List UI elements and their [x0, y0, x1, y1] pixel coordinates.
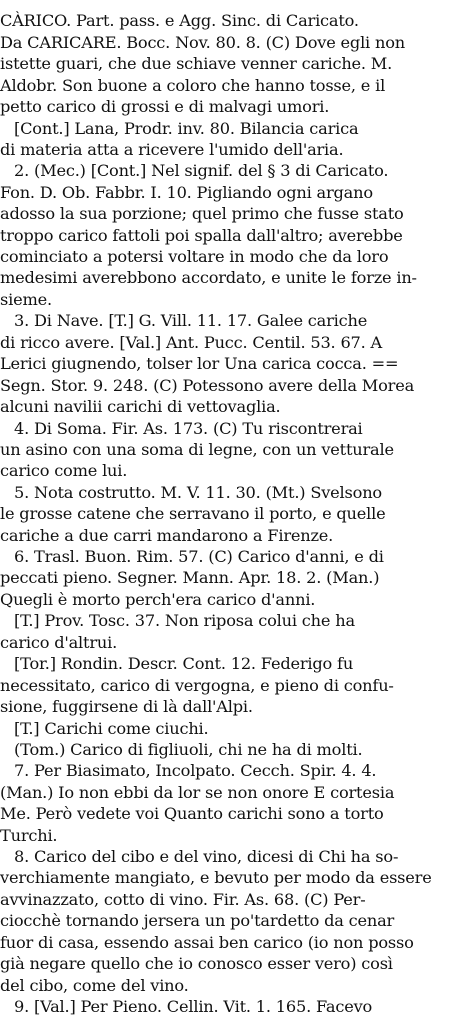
- entry-line: 7. Per Biasimato, Incolpato. Cecch. Spir. 4. 4.: [14, 761, 377, 780]
- entry-line: Da CARICARE. Bocc. Nov. 80. 8. (C) Dove egli non: [0, 33, 405, 52]
- entry-line: petto carico di grossi e di malvagi umori.: [0, 97, 330, 116]
- entry-line: ciocchè tornando jersera un po'tardetto da cenar: [0, 911, 395, 930]
- entry-line: 5. Nota costrutto. M. V. 11. 30. (Mt.) Svelsono: [14, 483, 382, 502]
- entry-line: le grosse catene che serravano il porto, e quelle: [0, 504, 386, 523]
- entry-line: troppo carico fattoli poi spalla dall'altro; averebbe: [0, 226, 403, 245]
- entry-line: Fon. D. Ob. Fabbr. I. 10. Pigliando ogni argano: [0, 183, 373, 202]
- entry-line: Aldobr. Son buone a coloro che hanno tosse, e il: [0, 76, 386, 95]
- entry-line: [T.] Carichi come ciuchi.: [14, 719, 209, 738]
- entry-line: sieme.: [0, 290, 52, 309]
- entry-line: (Tom.) Carico di figliuoli, chi ne ha di molti.: [14, 740, 363, 759]
- entry-line: (Man.) Io non ebbi da lor se non onore E cortesia: [0, 783, 395, 802]
- entry-line: già negare quello che io conosco esser vero) così: [0, 954, 393, 973]
- entry-line: cariche a due carri mandarono a Firenze.: [0, 526, 334, 545]
- entry-line: CÀRICO. Part. pass. e Agg. Sinc. di Caricato.: [0, 11, 359, 30]
- entry-line: [Tor.] Rondin. Descr. Cont. 12. Federigo fu: [14, 654, 354, 673]
- entry-line: Me. Però vedete voi Quanto carichi sono a torto: [0, 804, 384, 823]
- entry-line: cominciato a potersi voltare in modo che da loro: [0, 247, 389, 266]
- entry-line: Turchi.: [0, 826, 58, 845]
- entry-line: Segn. Stor. 9. 248. (C) Potessono avere della Morea: [0, 376, 415, 395]
- entry-line: fuor di casa, essendo assai ben carico (io non posso: [0, 933, 414, 952]
- entry-line: [T.] Prov. Tosc. 37. Non riposa colui che ha: [14, 611, 355, 630]
- entry-line: 8. Carico del cibo e del vino, dicesi di Chi ha so-: [14, 847, 399, 866]
- entry-line: carico come lui.: [0, 461, 128, 480]
- entry-line: del cibo, come del vino.: [0, 976, 189, 995]
- entry-line: di materia atta a ricevere l'umido dell'aria.: [0, 140, 344, 159]
- entry-line: 9. [Val.] Per Pieno. Cellin. Vit. 1. 165. Facevo: [14, 997, 373, 1016]
- entry-line: istette guari, che due schiave venner cariche. M.: [0, 54, 393, 73]
- entry-line: carico d'altrui.: [0, 633, 118, 652]
- entry-line: necessitato, carico di vergogna, e pieno di confu-: [0, 676, 394, 695]
- entry-line: peccati pieno. Segner. Mann. Apr. 18. 2. (Man.): [0, 568, 380, 587]
- entry-line: 2. (Mec.) [Cont.] Nel signif. del § 3 di Caricato.: [14, 161, 389, 180]
- entry-line: 4. Di Soma. Fir. As. 173. (C) Tu riscontrerai: [14, 419, 363, 438]
- entry-line: sione, fuggirsene di là dall'Alpi.: [0, 697, 253, 716]
- entry-line: 3. Di Nave. [T.] G. Vill. 11. 17. Galee cariche: [14, 311, 368, 330]
- entry-line: 6. Trasl. Buon. Rim. 57. (C) Carico d'anni, e di: [14, 547, 384, 566]
- entry-line: [Cont.] Lana, Prodr. inv. 80. Bilancia carica: [14, 119, 359, 138]
- entry-line: di ricco avere. [Val.] Ant. Pucc. Centil. 53. 67. A: [0, 333, 383, 352]
- entry-line: adosso la sua porzione; quel primo che fusse stato: [0, 204, 404, 223]
- entry-line: avvinazzato, cotto di vino. Fir. As. 68. (C) Per-: [0, 890, 366, 909]
- entry-line: un asino con una soma di legne, con un vetturale: [0, 440, 394, 459]
- entry-line: medesimi averebbono accordato, e unite le forze in-: [0, 268, 417, 287]
- entry-line: Lerici giugnendo, tolser lor Una carica cocca. ==: [0, 354, 399, 373]
- entry-line: alcuni navilii carichi di vettovaglia.: [0, 397, 281, 416]
- entry-line: verchiamente mangiato, e bevuto per modo da essere: [0, 868, 432, 887]
- entry-line: Quegli è morto perch'era carico d'anni.: [0, 590, 316, 609]
